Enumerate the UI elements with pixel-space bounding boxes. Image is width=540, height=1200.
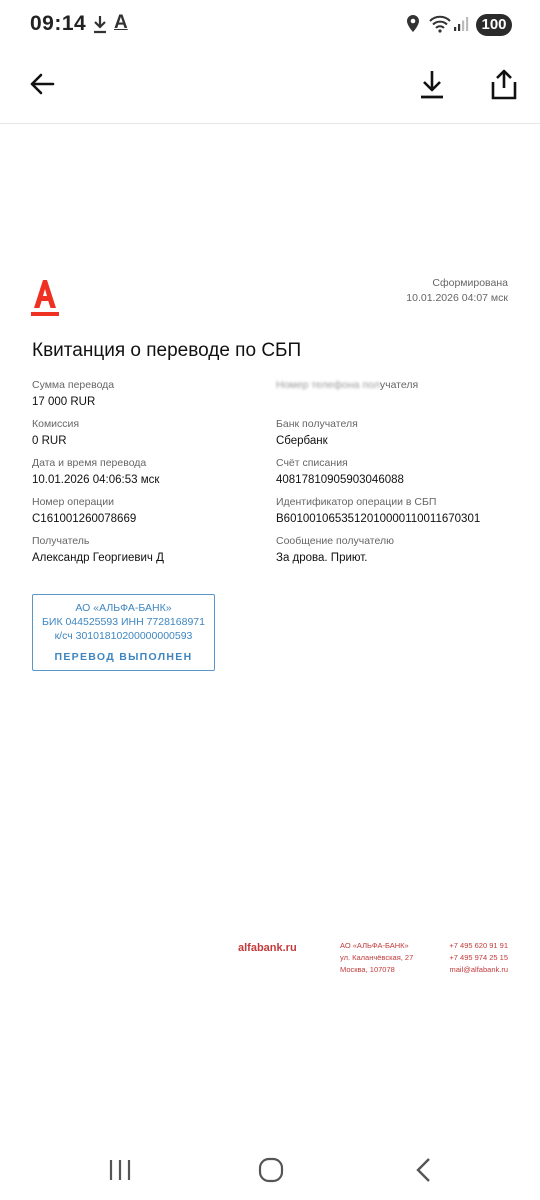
footer-line: mail@alfabank.ru [449,965,508,974]
field-label: Комиссия [32,418,80,430]
stamp-bik-inn: БИК 044525593 ИНН 7728168971 [42,616,205,628]
field-value: 40817810905903046088 [276,474,404,486]
field-label: Счёт списания [276,457,348,469]
footer-line: АО «АЛЬФА-БАНК» [340,941,409,950]
stamp-status: ПЕРЕВОД ВЫПОЛНЕН [54,651,193,663]
field-recipient-phone [276,379,516,395]
notification-letter-icon: A [114,12,128,33]
field-commission [32,418,272,448]
home-icon [258,1157,284,1188]
field-sbp-operation-id [276,496,516,526]
field-value: За дрова. Приют. [276,552,368,564]
field-label: Номер операции [32,496,115,508]
footer-line: +7 495 974 25 15 [449,953,508,962]
field-label: Банк получателя [276,418,358,430]
chevron-left-icon [414,1157,432,1188]
field-label: Дата и время перевода [32,457,147,469]
footer-line: +7 495 620 91 91 [449,941,508,950]
download-notification-icon [92,14,108,39]
field-value: Сбербанк [276,435,328,447]
recent-apps-button[interactable] [90,1150,150,1194]
footer-line: Москва, 107078 [340,965,395,974]
field-value: Александр Георгиевич Д [32,552,164,564]
field-transfer-amount [32,379,272,409]
field-operation-number [32,496,272,526]
back-button[interactable] [20,64,64,108]
field-label [276,379,516,392]
share-icon [490,68,518,105]
generated-label: Сформирована [432,277,508,289]
battery-indicator: 100 [476,14,512,36]
location-icon [406,14,420,39]
alfa-bank-logo-icon [30,277,60,322]
download-button[interactable] [410,64,454,108]
share-button[interactable] [482,64,526,108]
redacted-text: Номер телефона пол [276,379,380,391]
field-value: 0 RUR [32,435,67,447]
generated-datetime: 10.01.2026 04:07 мск [406,292,508,304]
bank-stamp [32,594,215,671]
receipt-title: Квитанция о переводе по СБП [32,340,302,361]
system-nav-bar [0,1144,540,1200]
field-label: Сообщение получателю [276,535,394,547]
footer-contacts [444,940,508,976]
receipt-document [0,124,540,1144]
field-recipient [32,535,272,565]
home-button[interactable] [241,1150,301,1194]
system-back-button[interactable] [393,1150,453,1194]
recent-apps-icon [107,1158,133,1187]
app-bar [0,50,540,124]
field-value: 10.01.2026 04:06:53 мск [32,474,160,486]
footer-address [340,940,413,976]
arrow-left-icon [29,72,55,101]
field-label-visible: учателя [379,379,419,391]
field-transfer-datetime [32,457,272,487]
download-icon [419,69,445,104]
status-bar [0,0,540,50]
field-label: Сумма перевода [32,379,115,391]
field-recipient-bank [276,418,516,448]
field-value: B6010010653512010000110011670301 [276,513,481,525]
field-label: Идентификатор операции в СБП [276,496,437,508]
field-value: C161001260078669 [32,513,137,525]
footer-line: ул. Каланчёвская, 27 [340,953,414,962]
stamp-corr-account: к/сч 30101810200000000593 [54,630,193,642]
field-recipient-message [276,535,516,565]
wifi-icon [428,15,452,38]
field-debit-account [276,457,516,487]
status-time: 09:14 [30,12,87,35]
field-label: Получатель [32,535,90,547]
generated-info [406,276,508,306]
footer-site: alfabank.ru [238,942,297,954]
field-value: 17 000 RUR [32,396,96,408]
stamp-bank-name: АО «АЛЬФА-БАНК» [75,602,172,614]
signal-icon [453,16,469,37]
